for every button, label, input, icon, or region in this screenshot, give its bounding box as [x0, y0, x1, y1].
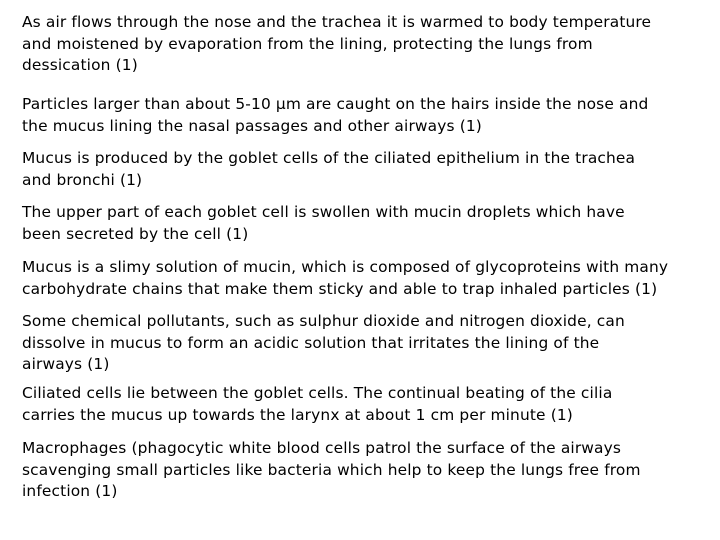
paragraph-ciliated-cells: Ciliated cells lie between the goblet cells. The continual beating of the cilia carries the mucus up towards the larynx at about 1 cm per minute (1)	[22, 384, 613, 424]
paragraph-macrophages: Macrophages (phagocytic white blood cells patrol the surface of the airways scavenging small particles like bacteria which help to keep the lungs free from infection (1)	[22, 439, 641, 500]
paragraph-mucus-production: Mucus is produced by the goblet cells of the ciliated epithelium in the trachea and bronchi (1)	[22, 149, 636, 189]
paragraph-goblet-cell: The upper part of each goblet cell is swollen with mucin droplets which have been secreted by the cell (1)	[22, 203, 625, 243]
paragraph-chemical-pollutants: Some chemical pollutants, such as sulphur dioxide and nitrogen dioxide, can dissolve in mucus to form an acidic solution that irritates the lining of the airways (1)	[22, 312, 625, 373]
paragraph-airflow-warming: As air flows through the nose and the trachea it is warmed to body temperature and moistened by evaporation from the lining, protecting the lungs from dessication (1)	[22, 13, 652, 74]
paragraph-particle-trapping: Particles larger than about 5-10 μm are caught on the hairs inside the nose and the mucus lining the nasal passages and other airways (1)	[22, 95, 649, 135]
paragraph-mucin-composition: Mucus is a slimy solution of mucin, which is composed of glycoproteins with many carbohydrate chains that make them sticky and able to trap inhaled particles (1)	[22, 258, 669, 298]
